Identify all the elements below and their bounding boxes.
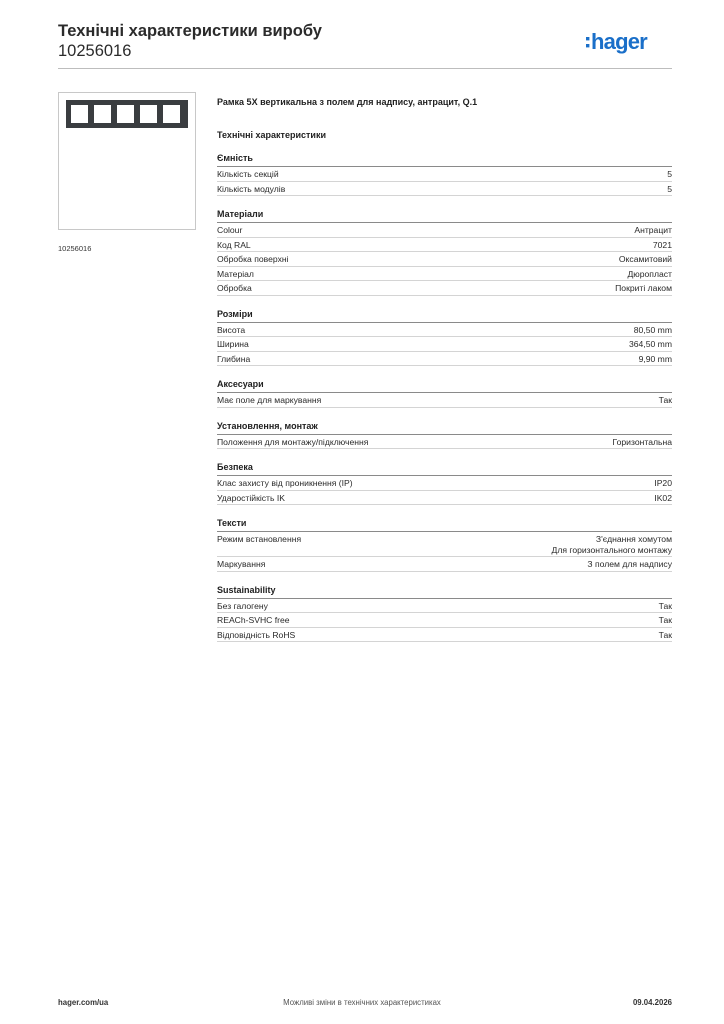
spec-value: [659, 395, 672, 406]
spec-row: [217, 281, 672, 296]
spec-label: Обробка: [217, 283, 252, 293]
spec-row: [217, 628, 672, 643]
spec-value: [629, 339, 672, 350]
spec-panel: [217, 96, 672, 642]
spec-value-line: Для горизонтального монтажу: [551, 544, 672, 555]
spec-value-line: IK02: [654, 492, 672, 503]
spec-value: [639, 354, 672, 365]
spec-row: [217, 167, 672, 182]
spec-label: Має поле для маркування: [217, 395, 322, 405]
spec-row: [217, 435, 672, 450]
spec-label: Маркування: [217, 559, 266, 569]
spec-row: [217, 337, 672, 352]
section-title: Sustainability: [217, 584, 672, 599]
spec-row: [217, 491, 672, 506]
spec-value: [654, 478, 672, 489]
spec-label: Положення для монтажу/підключення: [217, 436, 369, 447]
spec-value-line: 5: [667, 169, 672, 179]
spec-label: Режим встановлення: [217, 534, 302, 544]
spec-value: [615, 283, 672, 294]
spec-sections: [217, 152, 672, 642]
section-title: Тексти: [217, 517, 672, 532]
product-image: [59, 93, 195, 229]
spec-value: [613, 437, 672, 448]
product-image-label: 10256016: [58, 244, 92, 253]
spec-row: [217, 557, 672, 572]
spec-value: [634, 225, 672, 236]
spec-section: [217, 584, 672, 643]
spec-value-line: Антрацит: [634, 225, 672, 235]
spec-section: [217, 308, 672, 367]
spec-label: Код RAL: [217, 239, 251, 250]
spec-row: [217, 223, 672, 238]
spec-row: [217, 182, 672, 197]
section-title: Установлення, монтаж: [217, 420, 672, 435]
svg-text:hager: hager: [591, 29, 647, 54]
spec-row: [217, 476, 672, 491]
footer-disclaimer: Можливі зміни в технічних характеристиках: [283, 998, 441, 1007]
spec-row: [217, 532, 672, 557]
spec-section: [217, 517, 672, 572]
spec-label: REACh-SVHC free: [217, 615, 290, 625]
section-title: Матеріали: [217, 208, 672, 223]
spec-value-line: 364,50 mm: [629, 339, 672, 349]
spec-label: Матеріал: [217, 268, 254, 279]
spec-row: [217, 323, 672, 338]
spec-row: [217, 613, 672, 628]
spec-label: Ударостійкість IK: [217, 492, 285, 503]
section-title: Аксесуари: [217, 378, 672, 393]
spec-label: Ширина: [217, 339, 249, 349]
spec-value-line: Горизонтальна: [612, 436, 672, 447]
spec-label: Кількість секцій: [217, 169, 279, 179]
section-title: Ємність: [217, 152, 672, 167]
spec-label: Відповідність RoHS: [217, 629, 296, 640]
spec-value-line: Так: [658, 629, 672, 640]
spec-value-line: 7021: [652, 239, 672, 250]
spec-value: [634, 325, 672, 336]
spec-value: [659, 615, 672, 626]
spec-label: Клас захисту від проникнення (IP): [217, 478, 353, 488]
spec-value-line: Так: [658, 615, 672, 625]
spec-label: Кількість модулів: [217, 183, 286, 194]
product-code: 10256016: [58, 42, 132, 60]
spec-label: Обробка поверхні: [217, 254, 289, 264]
spec-value: [667, 184, 672, 195]
document-header: [58, 21, 322, 61]
spec-row: [217, 599, 672, 614]
spec-heading: Технічні характеристики: [217, 130, 326, 140]
spec-section: [217, 208, 672, 296]
spec-section: [217, 152, 672, 196]
page-title: Технічні характеристики виробу: [58, 22, 322, 40]
spec-value: [552, 534, 673, 555]
spec-label: Без галогену: [217, 600, 268, 611]
spec-value: [667, 169, 672, 180]
section-title: Безпека: [217, 461, 672, 476]
spec-value-line: З полем для надпису: [587, 559, 672, 569]
spec-value-line: Оксамитовий: [618, 254, 672, 264]
spec-value: [659, 630, 672, 641]
spec-value-line: Так: [658, 600, 672, 611]
footer-website[interactable]: hager.com/ua: [58, 998, 109, 1007]
spec-row: [217, 393, 672, 408]
spec-value: [587, 559, 672, 570]
spec-value-line: Дюропласт: [627, 268, 672, 279]
spec-row: [217, 267, 672, 282]
spec-row: [217, 238, 672, 253]
spec-value: [659, 601, 672, 612]
spec-value: [627, 269, 672, 280]
product-name: Рамка 5X вертикальна з полем для надпису, антрацит, Q.1: [217, 97, 478, 107]
spec-value-line: З'єднання хомутом: [595, 534, 672, 544]
spec-value-line: Так: [658, 395, 672, 405]
spec-row: [217, 252, 672, 267]
spec-row: [217, 352, 672, 367]
spec-label: Colour: [217, 225, 243, 235]
spec-value-line: 80,50 mm: [633, 324, 672, 335]
spec-value: [653, 240, 672, 251]
spec-value-line: Покриті лаком: [615, 283, 672, 293]
product-image-box: [58, 92, 196, 230]
spec-value-line: IP20: [654, 478, 672, 488]
hager-logo[interactable]: [586, 28, 672, 58]
spec-section: [217, 378, 672, 408]
spec-value: [619, 254, 672, 265]
spec-section: [217, 420, 672, 450]
section-title: Розміри: [217, 308, 672, 323]
spec-value-line: 5: [667, 183, 672, 194]
spec-value-line: 9,90 mm: [638, 353, 672, 364]
spec-section: [217, 461, 672, 505]
footer-date: 09.04.2026: [632, 998, 672, 1007]
spec-value: [654, 493, 672, 504]
spec-label: Висота: [217, 324, 246, 335]
header-divider: [58, 68, 672, 69]
spec-label: Глибина: [217, 353, 251, 364]
